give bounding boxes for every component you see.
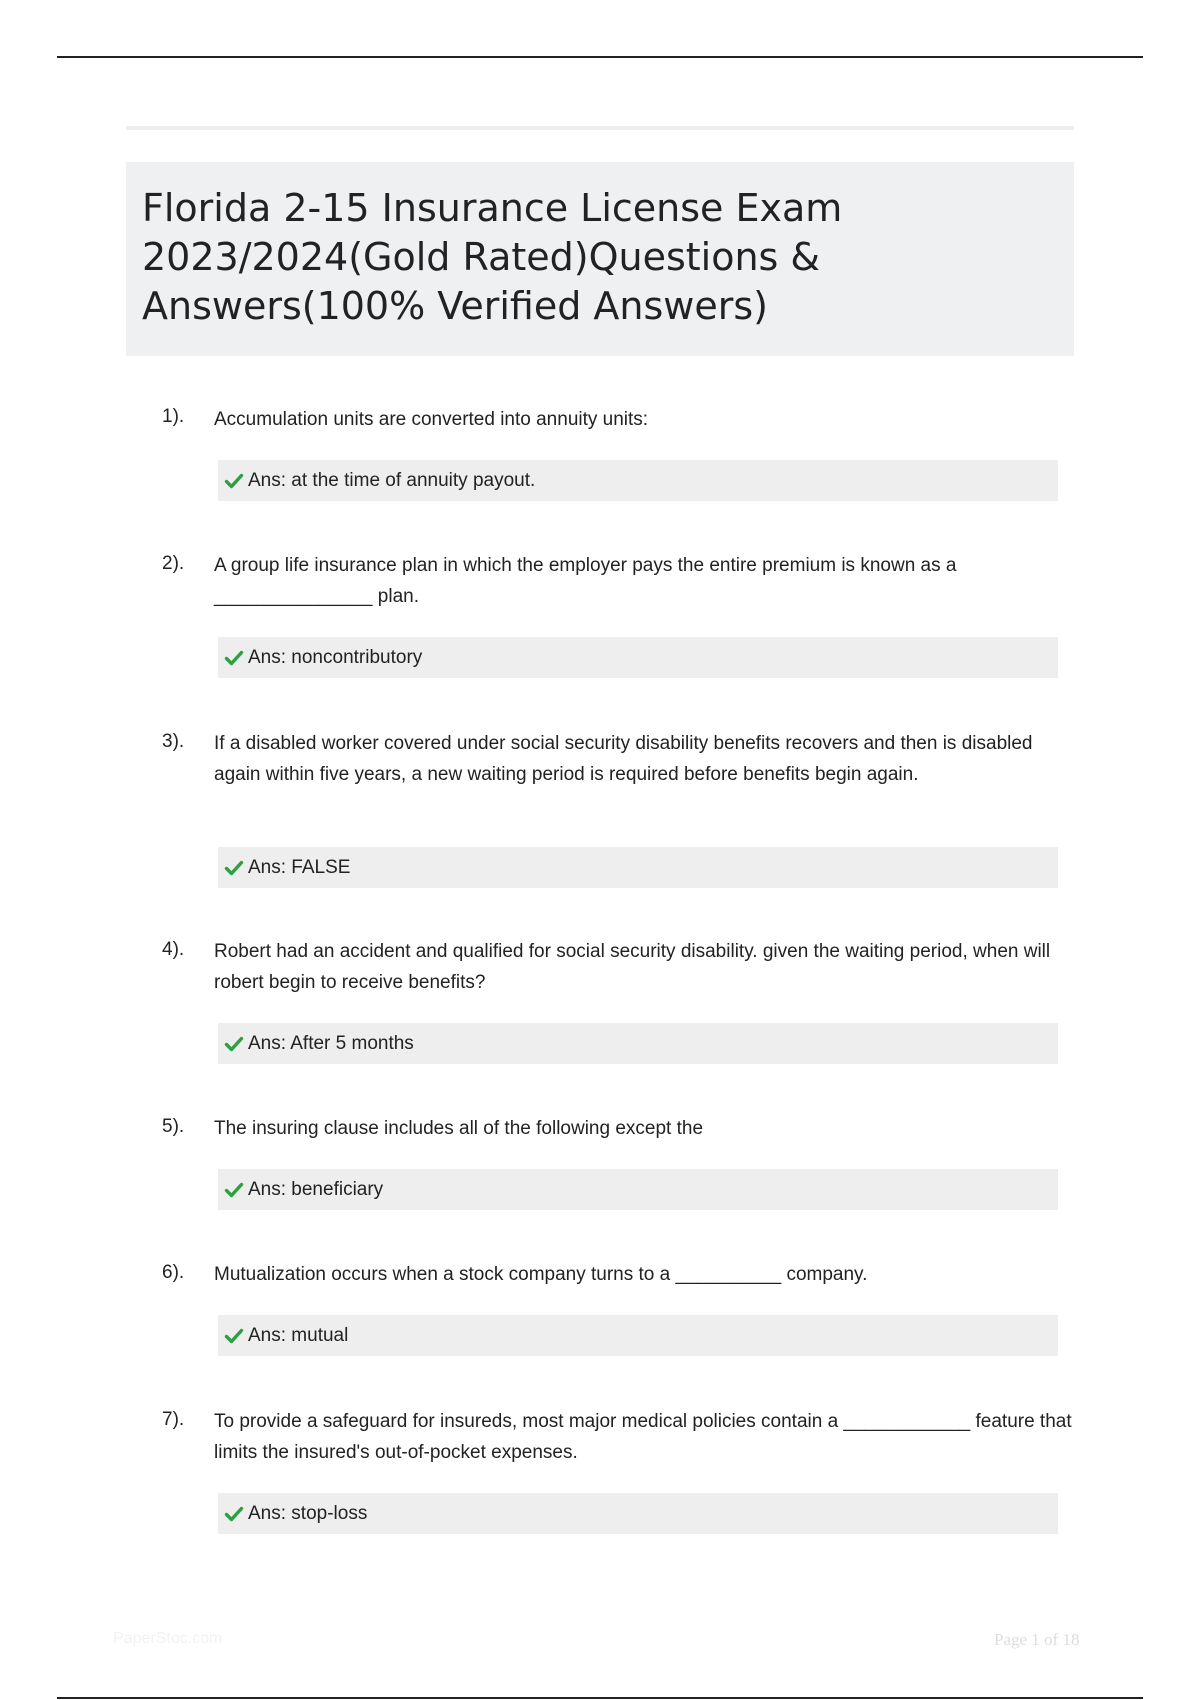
- question-number: 1).: [162, 406, 185, 427]
- answer-text: Ans: noncontributory: [248, 646, 423, 668]
- question-text: Robert had an accident and qualified for social security disability. given the waiting period, when will robert begin to receive benefits?: [214, 941, 1051, 993]
- question-text: To provide a safeguard for insureds, most major medical policies contain a ____________ feature that limits the insured's out-of-pocket expenses.: [214, 1411, 1072, 1463]
- question-number: 3).: [162, 731, 185, 752]
- question-number: 6).: [162, 1262, 185, 1283]
- check-icon: [224, 1504, 244, 1524]
- check-icon: [224, 1180, 244, 1200]
- answer-text: Ans: mutual: [248, 1324, 349, 1346]
- check-icon: [224, 471, 244, 491]
- page-bottom-rule: [57, 1697, 1143, 1699]
- answer-text: Ans: stop-loss: [248, 1502, 368, 1524]
- answer-box: [218, 1493, 1058, 1534]
- page-number: Page 1 of 18: [994, 1630, 1080, 1649]
- question-list: [126, 0, 1074, 1700]
- question-number: 5).: [162, 1116, 185, 1137]
- answer-text: Ans: beneficiary: [248, 1178, 384, 1200]
- question-number: 2).: [162, 553, 185, 574]
- question-number: 4).: [162, 939, 185, 960]
- answer-box: [218, 1023, 1058, 1064]
- answer-box: [218, 460, 1058, 501]
- question-number: 7).: [162, 1409, 185, 1430]
- question-text: Mutualization occurs when a stock company turns to a __________ company.: [214, 1264, 868, 1285]
- check-icon: [224, 1326, 244, 1346]
- answer-text: Ans: After 5 months: [248, 1032, 414, 1054]
- answer-text: Ans: at the time of annuity payout.: [248, 469, 536, 491]
- check-icon: [224, 648, 244, 668]
- question-text: A group life insurance plan in which the employer pays the entire premium is known as a _______________ plan.: [214, 555, 957, 607]
- check-icon: [224, 858, 244, 878]
- document-title: Florida 2-15 Insurance License Exam 2023/2024(Gold Rated)Questions & Answers(100% Verified Answers): [142, 186, 843, 328]
- question-text: The insuring clause includes all of the following except the: [214, 1118, 704, 1139]
- answer-box: [218, 637, 1058, 678]
- answer-text: Ans: FALSE: [248, 856, 351, 878]
- question-text: Accumulation units are converted into annuity units:: [214, 409, 649, 430]
- question-text: If a disabled worker covered under social security disability benefits recovers and then is disabled again within five years, a new waiting period is required before benefits begin again.: [214, 733, 1033, 785]
- answer-box: [218, 1169, 1058, 1210]
- answer-box: [218, 1315, 1058, 1356]
- check-icon: [224, 1034, 244, 1054]
- footer-watermark: PaperStoc.com: [113, 1630, 223, 1647]
- answer-box: [218, 847, 1058, 888]
